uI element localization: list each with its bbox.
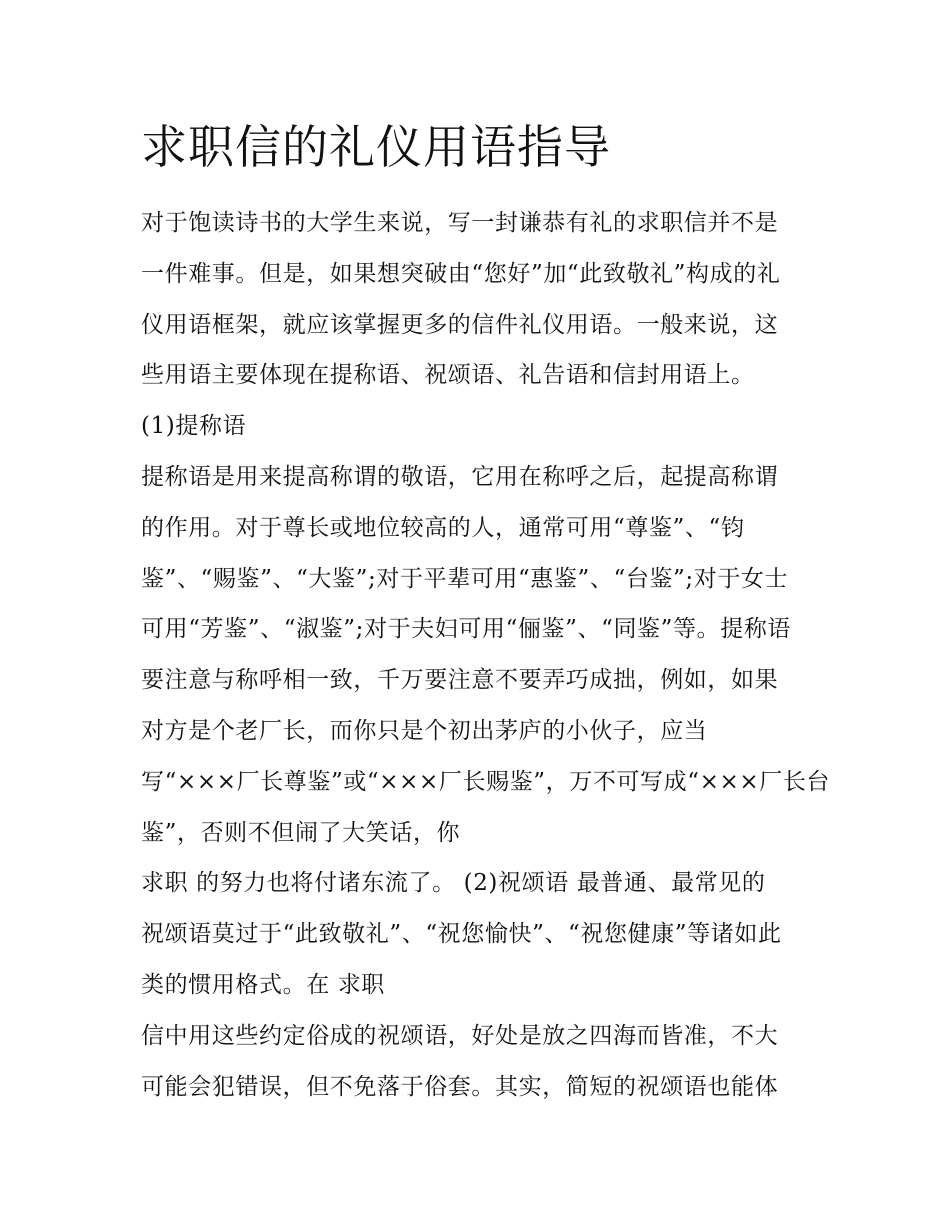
text-line: 一件难事。但是，如果想突破由“您好”加“此致敬礼”构成的礼: [141, 260, 781, 287]
text-line: 仪用语框架，就应该掌握更多的信件礼仪用语。一般来说，这: [141, 311, 779, 338]
text-line: 提称语是用来提高称谓的敬语，它用在称呼之后，起提高称谓: [141, 463, 779, 490]
text-line: 类的惯用格式。在 求职: [141, 971, 385, 998]
text-line: 写“×××厂长尊鉴”或“×××厂长赐鉴”，万不可写成“×××厂长台: [141, 768, 831, 795]
text-line: 要注意与称呼相一致，千万要注意不要弄巧成拙，例如，如果: [141, 667, 779, 694]
text-line: 求职 的努力也将付诸东流了。 (2)祝颂语 最普通、最常见的: [141, 870, 766, 897]
text-line: 可能会犯错误，但不免落于俗套。其实，简短的祝颂语也能体: [141, 1073, 779, 1100]
text-line: 信中用这些约定俗成的祝颂语，好处是放之四海而皆准，不大: [141, 1022, 779, 1049]
text-line: 鉴”，否则不但闹了大笑话，你: [141, 819, 461, 846]
text-line: 鉴”、“赐鉴”、“大鉴”;对于平辈可用“惠鉴”、“台鉴”;对于女士: [141, 565, 789, 592]
text-line: 对方是个老厂长，而你只是个初出茅庐的小伙子，应当: [141, 717, 708, 744]
body-text: [141, 198, 831, 1112]
text-line: 祝颂语莫过于“此致敬礼”、“祝您愉快”、“祝您健康”等诸如此: [141, 921, 782, 948]
text-line: 对于饱读诗书的大学生来说，写一封谦恭有礼的求职信并不是: [141, 210, 779, 236]
text-line: 可用“芳鉴”、“淑鉴”;对于夫妇可用“俪鉴”、“同鉴”等。提称语: [141, 616, 792, 643]
section-heading-salutation: (1)提称语: [141, 413, 247, 440]
text-line: 的作用。对于尊长或地位较高的人，通常可用“尊鉴”、“钧: [141, 514, 745, 541]
page-title: 求职信的礼仪用语指导: [141, 120, 611, 174]
text-line: 些用语主要体现在提称语、祝颂语、礼告语和信封用语上。: [141, 362, 755, 389]
